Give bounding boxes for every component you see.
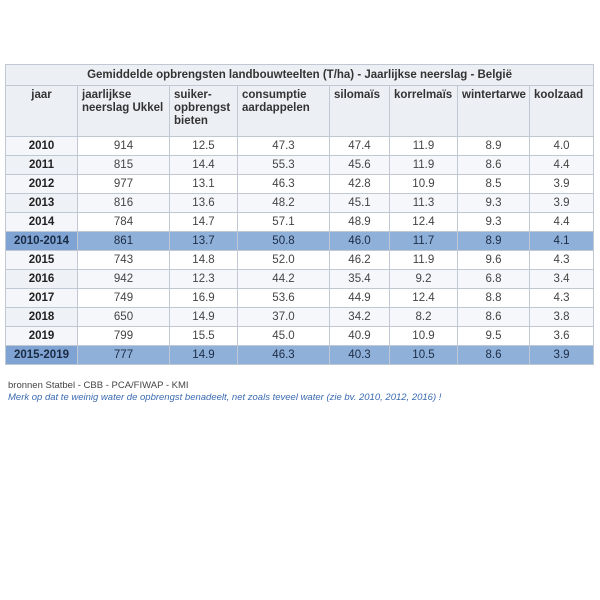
- year-cell: 2019: [6, 327, 78, 346]
- table-row: [6, 327, 594, 346]
- value-cell: 47.4: [330, 137, 390, 156]
- value-cell: 44.9: [330, 289, 390, 308]
- value-cell: 8.8: [458, 289, 530, 308]
- value-cell: 44.2: [238, 270, 330, 289]
- table-row: [6, 194, 594, 213]
- value-cell: 52.0: [238, 251, 330, 270]
- column-header-year: jaar: [6, 86, 78, 137]
- value-cell: 46.2: [330, 251, 390, 270]
- value-cell: 861: [78, 232, 170, 251]
- value-cell: 815: [78, 156, 170, 175]
- value-cell: 749: [78, 289, 170, 308]
- value-cell: 8.9: [458, 137, 530, 156]
- value-cell: 6.8: [458, 270, 530, 289]
- column-header: korrelmaïs: [390, 86, 458, 137]
- value-cell: 3.6: [530, 327, 594, 346]
- note-text: Merk op dat te weinig water de opbrengst benadeelt, net zoals teveel water (zie bv. 2010, 2012, 2016) !: [8, 392, 442, 403]
- table-row: [6, 251, 594, 270]
- value-cell: 45.1: [330, 194, 390, 213]
- year-cell: 2012: [6, 175, 78, 194]
- value-cell: 40.3: [330, 346, 390, 365]
- value-cell: 11.9: [390, 251, 458, 270]
- value-cell: 14.8: [170, 251, 238, 270]
- value-cell: 42.8: [330, 175, 390, 194]
- value-cell: 10.5: [390, 346, 458, 365]
- value-cell: 4.3: [530, 251, 594, 270]
- year-cell: 2010-2014: [6, 232, 78, 251]
- table-row: [6, 270, 594, 289]
- value-cell: 4.0: [530, 137, 594, 156]
- value-cell: 12.3: [170, 270, 238, 289]
- value-cell: 743: [78, 251, 170, 270]
- value-cell: 3.9: [530, 175, 594, 194]
- value-cell: 47.3: [238, 137, 330, 156]
- value-cell: 8.6: [458, 346, 530, 365]
- value-cell: 3.8: [530, 308, 594, 327]
- year-cell: 2016: [6, 270, 78, 289]
- value-cell: 4.4: [530, 213, 594, 232]
- value-cell: 46.0: [330, 232, 390, 251]
- value-cell: 784: [78, 213, 170, 232]
- column-header: suiker-opbrengst bieten: [170, 86, 238, 137]
- value-cell: 977: [78, 175, 170, 194]
- year-cell: 2017: [6, 289, 78, 308]
- value-cell: 40.9: [330, 327, 390, 346]
- column-header: consumptie aardappelen: [238, 86, 330, 137]
- value-cell: 799: [78, 327, 170, 346]
- value-cell: 13.6: [170, 194, 238, 213]
- value-cell: 942: [78, 270, 170, 289]
- value-cell: 57.1: [238, 213, 330, 232]
- year-cell: 2014: [6, 213, 78, 232]
- column-header: wintertarwe: [458, 86, 530, 137]
- value-cell: 9.3: [458, 194, 530, 213]
- table-row: [6, 308, 594, 327]
- value-cell: 9.2: [390, 270, 458, 289]
- value-cell: 816: [78, 194, 170, 213]
- value-cell: 10.9: [390, 327, 458, 346]
- average-row: [6, 232, 594, 251]
- value-cell: 8.5: [458, 175, 530, 194]
- value-cell: 777: [78, 346, 170, 365]
- value-cell: 3.4: [530, 270, 594, 289]
- value-cell: 11.7: [390, 232, 458, 251]
- column-header: koolzaad: [530, 86, 594, 137]
- year-cell: 2010: [6, 137, 78, 156]
- value-cell: 8.6: [458, 308, 530, 327]
- value-cell: 9.6: [458, 251, 530, 270]
- value-cell: 14.9: [170, 308, 238, 327]
- value-cell: 35.4: [330, 270, 390, 289]
- value-cell: 12.4: [390, 289, 458, 308]
- value-cell: 11.9: [390, 156, 458, 175]
- value-cell: 11.9: [390, 137, 458, 156]
- value-cell: 12.4: [390, 213, 458, 232]
- table-row: [6, 137, 594, 156]
- value-cell: 14.4: [170, 156, 238, 175]
- average-row: [6, 346, 594, 365]
- value-cell: 9.3: [458, 213, 530, 232]
- column-header: silomaïs: [330, 86, 390, 137]
- value-cell: 914: [78, 137, 170, 156]
- value-cell: 13.1: [170, 175, 238, 194]
- yield-table: [5, 64, 594, 365]
- value-cell: 46.3: [238, 346, 330, 365]
- value-cell: 34.2: [330, 308, 390, 327]
- value-cell: 55.3: [238, 156, 330, 175]
- table-row: [6, 213, 594, 232]
- value-cell: 8.2: [390, 308, 458, 327]
- value-cell: 4.3: [530, 289, 594, 308]
- table-row: [6, 175, 594, 194]
- value-cell: 50.8: [238, 232, 330, 251]
- value-cell: 13.7: [170, 232, 238, 251]
- value-cell: 9.5: [458, 327, 530, 346]
- value-cell: 45.6: [330, 156, 390, 175]
- value-cell: 12.5: [170, 137, 238, 156]
- value-cell: 8.6: [458, 156, 530, 175]
- value-cell: 53.6: [238, 289, 330, 308]
- value-cell: 14.9: [170, 346, 238, 365]
- table-row: [6, 289, 594, 308]
- year-cell: 2011: [6, 156, 78, 175]
- value-cell: 4.1: [530, 232, 594, 251]
- year-cell: 2013: [6, 194, 78, 213]
- column-header: jaarlijkse neerslag Ukkel: [78, 86, 170, 137]
- year-cell: 2015-2019: [6, 346, 78, 365]
- value-cell: 15.5: [170, 327, 238, 346]
- source-text: bronnen Statbel - CBB - PCA/FIWAP - KMI: [8, 380, 189, 391]
- value-cell: 46.3: [238, 175, 330, 194]
- year-cell: 2018: [6, 308, 78, 327]
- yield-table-container: [5, 64, 593, 365]
- year-cell: 2015: [6, 251, 78, 270]
- table-title: Gemiddelde opbrengsten landbouwteelten (T/ha) - Jaarlijkse neerslag - België: [6, 65, 594, 86]
- value-cell: 3.9: [530, 346, 594, 365]
- value-cell: 650: [78, 308, 170, 327]
- value-cell: 37.0: [238, 308, 330, 327]
- value-cell: 14.7: [170, 213, 238, 232]
- value-cell: 10.9: [390, 175, 458, 194]
- value-cell: 8.9: [458, 232, 530, 251]
- value-cell: 4.4: [530, 156, 594, 175]
- value-cell: 48.9: [330, 213, 390, 232]
- value-cell: 45.0: [238, 327, 330, 346]
- table-row: [6, 156, 594, 175]
- value-cell: 11.3: [390, 194, 458, 213]
- value-cell: 16.9: [170, 289, 238, 308]
- value-cell: 48.2: [238, 194, 330, 213]
- value-cell: 3.9: [530, 194, 594, 213]
